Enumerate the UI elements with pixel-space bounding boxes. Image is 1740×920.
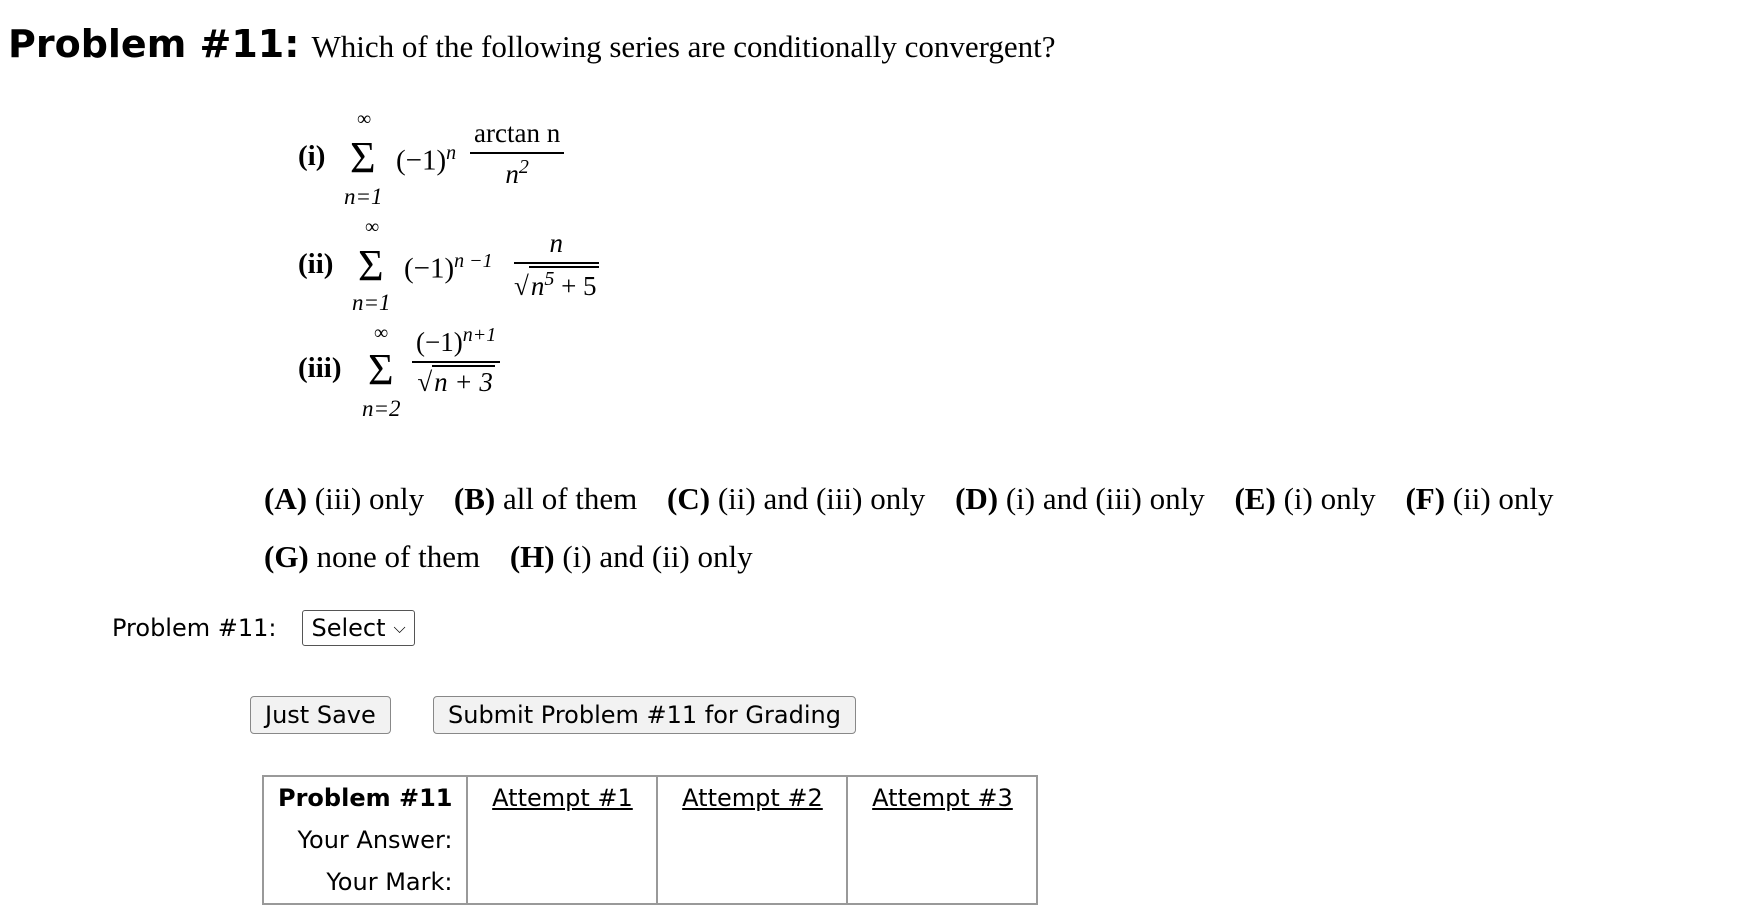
series-fraction: $\frac{\text{arctan n}}{n^2}$ <box>470 118 564 190</box>
series-lower-limit: n=1 <box>344 184 383 209</box>
answer-cell <box>467 819 657 861</box>
choice-f: (F) (ii) only <box>1405 481 1554 516</box>
series-upper-limit: ∞ <box>357 108 372 130</box>
answer-cell <box>847 819 1037 861</box>
answer-row <box>112 610 415 646</box>
answer-select-value: Select <box>311 614 386 642</box>
problem-label: Problem #11: <box>8 22 300 66</box>
choice-e: (E) (i) only <box>1234 481 1376 516</box>
sigma-symbol: Σ <box>350 133 376 182</box>
choice-c: (C) (ii) and (iii) only <box>667 481 926 516</box>
answer-select[interactable] <box>302 610 414 646</box>
series-fraction: $\frac{(-1)^{n+1}}{√n + 3}$ <box>412 324 500 398</box>
mark-cell <box>467 861 657 904</box>
choice-b: (B) all of them <box>453 481 638 516</box>
table-header-row <box>263 776 1037 819</box>
series-lower-limit: n=1 <box>352 290 391 315</box>
choice-a: (A) (iii) only <box>264 481 425 516</box>
table-header-problem: Problem #11 <box>278 784 453 812</box>
sigma-symbol: Σ <box>368 345 394 394</box>
attempts-table <box>262 775 1038 905</box>
series-upper-limit: ∞ <box>365 216 380 238</box>
just-save-button[interactable]: Just Save <box>250 696 391 734</box>
problem-heading <box>8 22 1056 66</box>
answer-label: Problem #11: <box>112 614 277 642</box>
mark-cell <box>847 861 1037 904</box>
series-label: (i) <box>298 140 326 172</box>
attempt-1-link[interactable]: Attempt #1 <box>467 776 657 819</box>
table-row <box>263 819 1037 861</box>
choice-d: (D) (i) and (iii) only <box>955 481 1205 516</box>
your-mark-label: Your Mark: <box>326 868 453 896</box>
series-sign-term: $(-1)^n$ <box>396 142 457 177</box>
choice-g: (G) none of them <box>264 539 481 574</box>
series-upper-limit: ∞ <box>374 322 389 344</box>
answer-cell <box>657 819 847 861</box>
series-lower-limit: n=2 <box>362 396 401 421</box>
answer-choices <box>264 470 1704 586</box>
series-sign-term: $(-1)^{n -1}$ <box>404 250 493 285</box>
chevron-down-icon: ⌵ <box>393 618 406 637</box>
mark-cell <box>657 861 847 904</box>
question-text: Which of the following series are conditionally convergent? <box>311 29 1056 64</box>
series-label: (ii) <box>298 248 334 280</box>
attempt-2-link[interactable]: Attempt #2 <box>657 776 847 819</box>
choice-h: (H) (i) and (ii) only <box>509 539 753 574</box>
sigma-symbol: Σ <box>358 241 384 290</box>
series-fraction: $\frac{n}{√n^5 + 5}$ <box>514 228 597 301</box>
your-answer-label: Your Answer: <box>297 826 453 854</box>
series-label: (iii) <box>298 352 342 384</box>
attempt-3-link[interactable]: Attempt #3 <box>847 776 1037 819</box>
submit-button[interactable]: Submit Problem #11 for Grading <box>433 696 856 734</box>
table-row <box>263 861 1037 904</box>
